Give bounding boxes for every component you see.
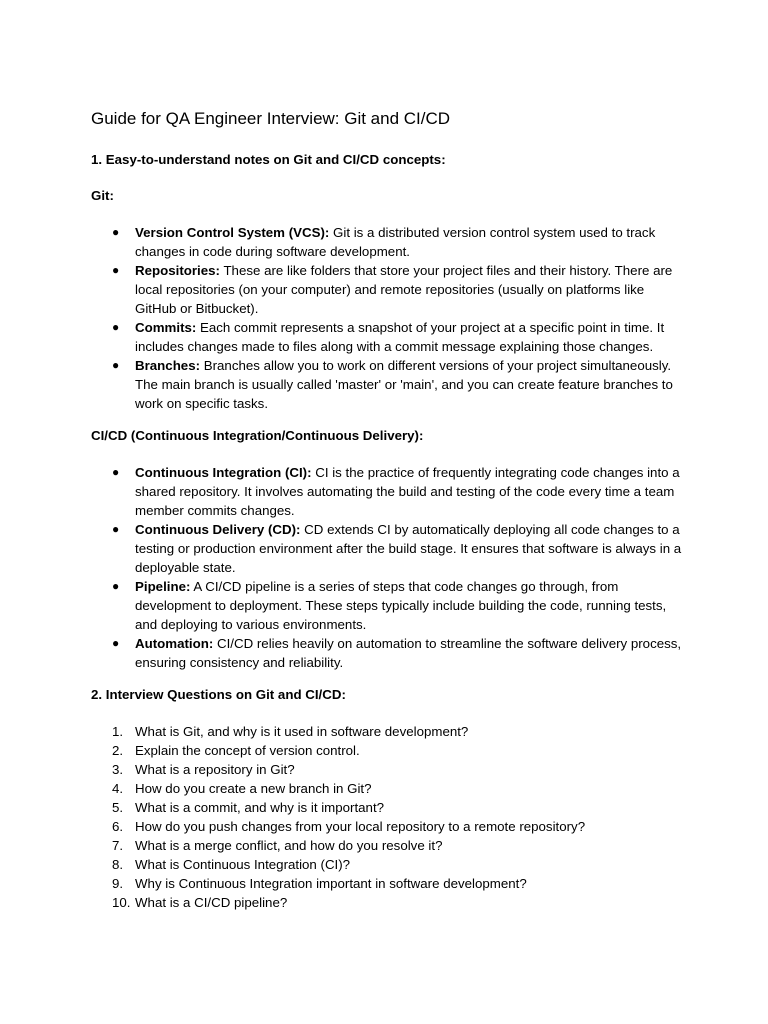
term-description: Branches allow you to work on different versions of your project simultaneously. The main branch is usually called 'master' or 'main', and you can create feature branches to work on specific tasks. (135, 358, 673, 411)
question-text: What is a repository in Git? (135, 762, 295, 777)
item-number: 4. (112, 781, 124, 796)
list-item (91, 722, 688, 741)
list-item (91, 223, 688, 261)
term-description: Git is a distributed version control system used to track changes in code during software development. (135, 225, 656, 259)
git-concepts-list (91, 223, 688, 413)
question-text: What is a commit, and why is it important? (135, 800, 385, 815)
document-title: Guide for QA Engineer Interview: Git and CI/CD (91, 109, 451, 128)
question-text: Explain the concept of version control. (135, 743, 360, 758)
term-description: CD extends CI by automatically deploying all code changes to a testing or production environment after the build stage. It ensures that software is always in a deployable state. (135, 522, 682, 575)
item-number: 2. (112, 743, 124, 758)
list-item (91, 318, 688, 356)
term-description: Each commit represents a snapshot of your project at a specific point in time. It includes changes made to files along with a commit message explaining those changes. (135, 320, 665, 354)
item-number: 1. (112, 724, 124, 739)
term-description: CI is the practice of frequently integrating code changes into a shared repository. It involves automating the build and testing of the code every time a team member commits changes. (135, 465, 680, 518)
bullet-icon: ● (112, 522, 120, 536)
item-number: 7. (112, 838, 124, 853)
item-number: 6. (112, 819, 124, 834)
term-label: Version Control System (VCS): (135, 225, 330, 240)
question-text: How do you push changes from your local repository to a remote repository? (135, 819, 586, 834)
list-item (91, 356, 688, 413)
question-text: What is a CI/CD pipeline? (135, 895, 288, 910)
list-item (91, 261, 688, 318)
bullet-icon: ● (112, 465, 120, 479)
bullet-icon: ● (112, 263, 120, 277)
item-number: 5. (112, 800, 124, 815)
list-item (91, 520, 688, 577)
list-item (91, 760, 688, 779)
list-item (91, 893, 688, 912)
list-item (91, 779, 688, 798)
section2-heading: 2. Interview Questions on Git and CI/CD: (91, 687, 346, 702)
bullet-icon: ● (112, 225, 120, 239)
git-heading: Git: (91, 188, 114, 203)
item-number: 3. (112, 762, 124, 777)
list-item (91, 741, 688, 760)
term-label: Continuous Integration (CI): (135, 465, 312, 480)
bullet-icon: ● (112, 636, 120, 650)
question-text: What is Git, and why is it used in software development? (135, 724, 469, 739)
term-description: CI/CD relies heavily on automation to streamline the software delivery process, ensuring consistency and reliability. (135, 636, 682, 670)
cicd-heading: CI/CD (Continuous Integration/Continuous Delivery): (91, 428, 424, 443)
list-item (91, 798, 688, 817)
list-item (91, 463, 688, 520)
section1-heading: 1. Easy-to-understand notes on Git and CI/CD concepts: (91, 152, 446, 167)
term-label: Branches: (135, 358, 201, 373)
term-description: These are like folders that store your project files and their history. There are local repositories (on your computer) and remote repositories (usually on platforms like GitHub or Bitbucket). (135, 263, 673, 316)
bullet-icon: ● (112, 579, 120, 593)
list-item (91, 836, 688, 855)
bullet-icon: ● (112, 320, 120, 334)
cicd-concepts-list (91, 463, 688, 672)
list-item (91, 817, 688, 836)
question-text: Why is Continuous Integration important in software development? (135, 876, 527, 891)
item-number: 10. (112, 895, 131, 910)
list-item (91, 634, 688, 672)
term-label: Automation: (135, 636, 214, 651)
question-text: What is a merge conflict, and how do you resolve it? (135, 838, 443, 853)
list-item (91, 855, 688, 874)
interview-questions-list (91, 722, 688, 912)
term-label: Continuous Delivery (CD): (135, 522, 301, 537)
item-number: 9. (112, 876, 124, 891)
term-label: Commits: (135, 320, 197, 335)
list-item (91, 577, 688, 634)
term-label: Pipeline: (135, 579, 191, 594)
question-text: How do you create a new branch in Git? (135, 781, 372, 796)
item-number: 8. (112, 857, 124, 872)
bullet-icon: ● (112, 358, 120, 372)
term-description: A CI/CD pipeline is a series of steps that code changes go through, from development to deployment. These steps typically include building the code, running tests, and deploying to various environments. (135, 579, 667, 632)
list-item (91, 874, 688, 893)
term-label: Repositories: (135, 263, 220, 278)
question-text: What is Continuous Integration (CI)? (135, 857, 351, 872)
